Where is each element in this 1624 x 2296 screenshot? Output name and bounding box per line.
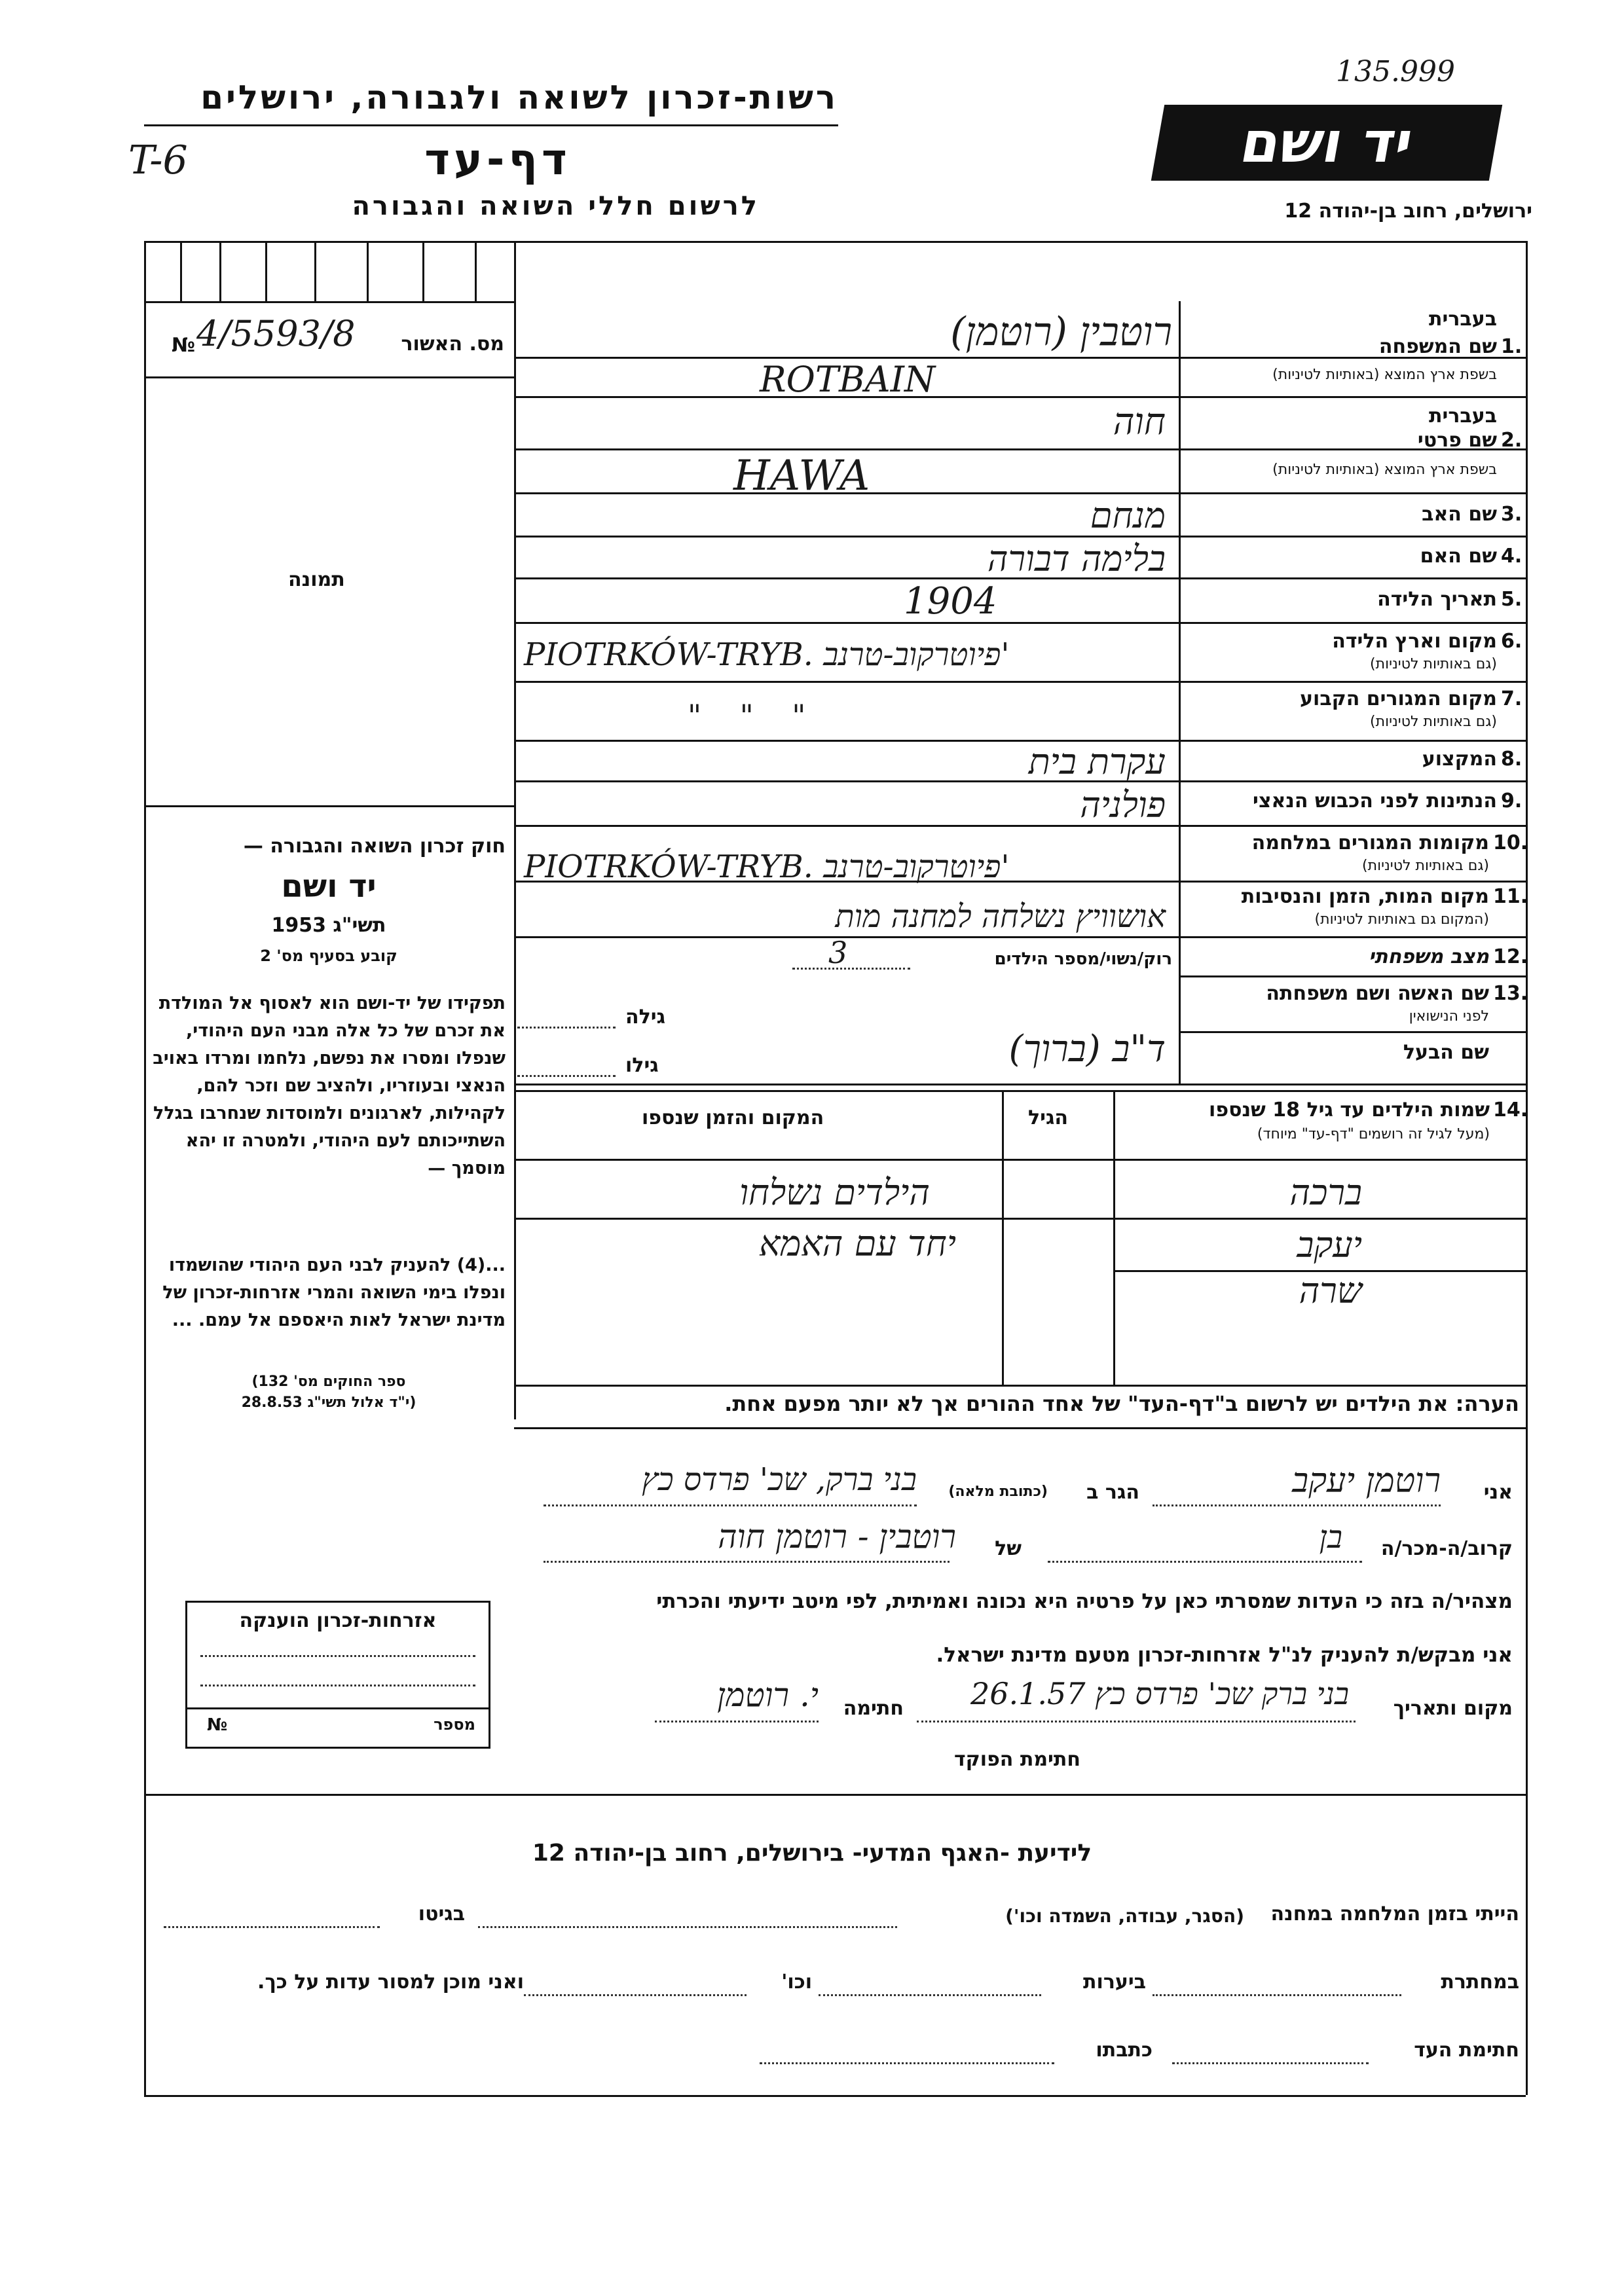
children-count-dots	[792, 968, 910, 970]
field-1-sublabel: בשפת ארץ המוצא (באותיות לטיניות)	[1272, 367, 1497, 383]
decl-resides-dots	[544, 1504, 917, 1506]
field-4-number: 4.	[1501, 545, 1522, 568]
field-4-value: בלימה דבורה	[987, 538, 1166, 579]
footer-line1-dots-a	[478, 1926, 897, 1928]
field-7-number: 7.	[1501, 687, 1522, 710]
age-female-label: גילה	[625, 1006, 665, 1029]
field-12-value: נשואה	[589, 949, 632, 968]
field-3-line	[514, 536, 1526, 538]
field-2-line-a	[514, 448, 1526, 450]
footer-line2-dots-b	[819, 1994, 1041, 1996]
field-9-value: פולניה	[1080, 784, 1166, 826]
citizenship-box	[185, 1601, 490, 1749]
age-header: הגיל	[1028, 1106, 1068, 1129]
field-11-line	[514, 936, 1526, 938]
frame-left	[144, 241, 146, 2095]
declaration-bottom-line	[144, 1794, 1526, 1796]
field-12-children-count: 3	[828, 935, 848, 970]
frame-right	[1526, 241, 1528, 2095]
field-5-number: 5.	[1501, 588, 1522, 611]
field-1-latin-value: ROTBAIN	[760, 359, 936, 400]
law-source-date: י"ד אלול תשי"ג 28.8.53)	[241, 1394, 416, 1411]
field-5-label: תאריך הלידה	[1377, 588, 1497, 611]
field-2-number: 2.	[1501, 429, 1522, 452]
field-1-line-a	[514, 357, 1526, 359]
field-2-hebrew-value: חוה	[1113, 401, 1166, 443]
decl-place-date-value: בני ברק שכ' פרדס כץ 26.1.57	[970, 1676, 1349, 1711]
decl-of-label: של	[995, 1537, 1022, 1560]
child-row-3-name: שרה	[1299, 1270, 1362, 1311]
field-14-number: 14.	[1493, 1099, 1528, 1121]
decl-officer-label: חתימת הפוקד	[954, 1748, 1080, 1771]
law-source: (ספר החוקים מס' 132	[251, 1374, 406, 1390]
decl-signature-dots	[655, 1721, 819, 1722]
authority-name: רשות-זכרון לשואה ולגבורה, ירושלים	[200, 79, 838, 117]
form-title: דף-עד	[424, 134, 571, 185]
field-5-value: 1904	[904, 580, 997, 623]
children-table-top	[514, 1090, 1526, 1092]
footer-line2-b: ביערות	[1083, 1971, 1146, 1994]
decl-request: אני מבקש/ת להעניק לנ"ל אזרחות-זכרון מטעם מדינת ישראל.	[936, 1643, 1513, 1667]
decl-resides-value: בני ברק, שכ' פרדס כץ	[642, 1461, 917, 1498]
handwritten-code: T-6	[128, 137, 188, 183]
decl-relation-value: בן	[1319, 1519, 1342, 1556]
child-row-2-name: יעקב	[1297, 1224, 1362, 1266]
citizenship-dots-2	[200, 1685, 475, 1686]
box-divider-1	[180, 241, 182, 301]
field-10-sublabel: (גם באותיות לטיניות)	[1362, 858, 1489, 874]
institution-address: ירושלים, רחוב בן-יהודה 12	[1284, 200, 1532, 223]
decl-i-dots	[1153, 1504, 1441, 1506]
field-8-value: עקרת בית	[1028, 741, 1166, 782]
field-2-hebrew-tag: בעברית	[1429, 405, 1497, 428]
law-title: חוק זכרון השואה והגבורה —	[243, 835, 506, 858]
footer-line2-a: במחתרת	[1441, 1971, 1519, 1994]
field-5-line	[514, 622, 1526, 624]
left-column-separator	[514, 241, 516, 1419]
citizenship-no-symbol: №	[207, 1715, 228, 1735]
citizenship-number-line	[187, 1707, 489, 1709]
field-9-line	[514, 825, 1526, 827]
citizenship-dots-1	[200, 1655, 475, 1657]
handwritten-number: 135.999	[1336, 55, 1455, 88]
decl-statement: מצהיר/ה בזה כי העדות שמסרתי כאן על פרטיה היא נכונה ואמיתית, לפי מיטב ידיעתי והכרתי	[656, 1590, 1513, 1613]
footer-line2-dots-c	[524, 1994, 747, 1996]
footer-line2-d: ואני מוכן למסור עדות על כך.	[257, 1971, 524, 1994]
box-divider-2	[219, 241, 221, 301]
field-6-value: PIOTRKÓW-TRYB. פיוטרקוב-טרנב'	[524, 636, 1010, 673]
frame-top	[144, 241, 1526, 243]
citizenship-number-label: מספר	[434, 1715, 475, 1734]
field-1-hebrew-value: רוטבין (רוטמן)	[950, 309, 1172, 355]
decl-signature-label: חתימה	[843, 1697, 904, 1720]
decl-relation-label: קרוב/ה-מכר/ה	[1380, 1537, 1513, 1560]
child-row-1-name: ברכה	[1289, 1172, 1362, 1213]
field-6-line	[514, 681, 1526, 683]
field-6-number: 6.	[1501, 630, 1522, 653]
form-subtitle: לרשום חללי השואה והגבורה	[352, 191, 760, 221]
field-11-value: אושוויץ נשלחה למחנה מות	[835, 898, 1166, 935]
footer-line1-dots-b	[164, 1926, 380, 1928]
value-column-separator	[1179, 301, 1181, 1084]
field-11-label: מקום המות, הזמן והנסיבות	[1241, 885, 1489, 908]
field-13-line	[1179, 1031, 1526, 1033]
children-table-bottom	[514, 1385, 1526, 1387]
decl-i-label: אני	[1483, 1481, 1513, 1504]
field-1-line-b	[514, 396, 1526, 398]
footer-line1-a: הייתי בזמן המלחמה במחנה	[1270, 1903, 1519, 1925]
children-header-line	[514, 1159, 1526, 1161]
decl-i-value: רוטמן יעקב	[1292, 1461, 1441, 1501]
field-2-label: שם פרטי	[1417, 429, 1497, 452]
logo-text: יד ושם	[1235, 110, 1418, 175]
field-1-hebrew-tag: בעברית	[1429, 308, 1497, 331]
child-row-2-place: יחד עם האמא	[758, 1223, 956, 1264]
field-3-label: שם האב	[1422, 503, 1497, 526]
box-divider-4	[314, 241, 316, 301]
spouse-value: ד"ב (ברוך)	[1008, 1028, 1166, 1070]
footer-line1-c: בגיטו	[418, 1903, 465, 1925]
field-13-label: שם האשה ושם משפחתה	[1266, 982, 1489, 1005]
field-10-line	[514, 881, 1526, 883]
law-clause: קובע בסעיף מס' 2	[260, 947, 397, 965]
decl-of-value: רוטבין - רוטמן חוה	[718, 1518, 956, 1556]
child-row-1-place: הילדים נשלחו	[739, 1172, 930, 1213]
field-13-number: 13.	[1493, 982, 1528, 1005]
children-label: שמות הילדים עד גיל 18 שנספו	[1209, 1099, 1490, 1121]
field-7-value: " " "	[688, 698, 806, 733]
footer-heading: לידיעת -האגף המדעי- בירושלים, רחוב בן-יהודה 12	[532, 1840, 1092, 1867]
field-2-sublabel: בשפת ארץ המוצא (באותיות לטיניות)	[1272, 462, 1497, 478]
photo-label: תמונה	[288, 568, 345, 591]
authority-underline	[144, 124, 838, 126]
field-8-number: 8.	[1501, 748, 1522, 771]
footer-line3-dots-a	[1172, 2062, 1369, 2064]
decl-signature-value: י. רוטמן	[717, 1676, 819, 1714]
field-12-label: מצב משפחתי	[1369, 945, 1489, 968]
field-6-sublabel: (גם באותיות לטיניות)	[1370, 656, 1497, 672]
field-6-label: מקום וארץ הלידה	[1332, 630, 1497, 653]
registration-number: 4/5593/8	[196, 313, 356, 354]
children-col-age	[1002, 1090, 1004, 1385]
field-12-number: 12.	[1493, 945, 1528, 968]
field-10-label: מקומות המגורים במלחמה	[1251, 831, 1489, 854]
field-11-number: 11.	[1493, 885, 1528, 908]
footer-line3-a: חתימת העד	[1414, 2039, 1519, 2062]
spouse-label: שם הבעל	[1403, 1041, 1489, 1064]
law-text: תפקידו של יד-ושם הוא לאסוף אל המולדת את זכרם של כל אלה מבני העם היהודי, שנפלו ומסרו את נפשם, נלחמו ומרדו באויב הנאצי ובעוזריו, ולהציב שם וזכר להם, לקהילות, לארגונים ולמוסדות שנחרבו בגלל השתייכותם לעם היהודי, ולמטרה זו יהא מוסמך —	[153, 993, 506, 1178]
note-text: הערה: את הילדים יש לרשום ב"דף-העד" של אחד ההורים אך לא יותר מפעם אחת.	[724, 1391, 1519, 1416]
field-9-label: הנתינות לפני הכבוש הנאצי	[1253, 790, 1497, 812]
decl-resides-sub: (כתובת מלאה)	[948, 1484, 1048, 1500]
decl-relation-dots	[1048, 1561, 1362, 1563]
decl-resides-label: הגר ב	[1086, 1481, 1139, 1504]
box-divider-7	[475, 241, 477, 301]
field-7-sublabel: (גם באותיות לטיניות)	[1370, 714, 1497, 730]
yad-vashem-logo	[1151, 105, 1502, 181]
child-row-1-line	[514, 1218, 1526, 1220]
field-10-number: 10.	[1493, 831, 1528, 854]
registration-label: מס. האשור	[401, 333, 504, 355]
box-divider-3	[265, 241, 267, 301]
photo-bottom-line	[144, 805, 514, 807]
field-4-line	[514, 577, 1526, 579]
law-year: תשי"ג 1953	[271, 914, 386, 937]
note-line	[514, 1427, 1526, 1429]
footer-line2-c: וכו'	[781, 1971, 812, 1994]
law-text-2: ...(4) להעניק לבני העם היהודי שהושמדו ונפלו בימי השואה והמרי אזרחות-זכרון של מדינת ישראל לאות היאספם אל עמם. ...	[162, 1255, 506, 1330]
field-1-label: שם המשפחה	[1378, 335, 1497, 358]
field-2-line-b	[514, 492, 1526, 494]
field-2-latin-value: HAWA	[733, 452, 870, 500]
field-3-value: מנחם	[1090, 495, 1166, 536]
age-female-dots	[517, 1027, 616, 1029]
decl-of-dots	[544, 1561, 950, 1563]
field-11-sublabel: (המקום גם באותיות לטיניות)	[1314, 911, 1489, 928]
field-8-line	[514, 780, 1526, 782]
box-row-line	[144, 301, 514, 303]
field-8-label: המקצוע	[1422, 748, 1497, 771]
field-7-label: מקום המגורים הקבוע	[1300, 687, 1497, 710]
field-1-number: 1.	[1501, 335, 1522, 358]
law-name: יד ושם	[281, 868, 377, 905]
registration-line	[144, 376, 514, 378]
field-4-label: שם האם	[1420, 545, 1497, 568]
footer-line3-b: כתבתו	[1096, 2039, 1153, 2062]
age-male-label: גילו	[625, 1054, 659, 1077]
field-9-number: 9.	[1501, 790, 1522, 812]
decl-place-date-dots	[917, 1721, 1356, 1722]
registration-no-symbol: №	[172, 334, 196, 357]
fields-end-line	[514, 1084, 1526, 1085]
footer-line1-b: (הסגר, עבודה, השמדה וכו')	[1005, 1905, 1244, 1927]
field-12-extra-label: רוק/נשוי/מספר הילדים	[994, 949, 1172, 969]
field-12-line	[1179, 975, 1526, 977]
children-col-name	[1113, 1090, 1115, 1385]
citizenship-title: אזרחות-זכרון הוענקה	[239, 1609, 437, 1632]
age-male-dots	[517, 1075, 616, 1077]
footer-line2-dots-a	[1153, 1994, 1401, 1996]
decl-place-date-label: מקום ותאריך	[1393, 1697, 1513, 1720]
box-divider-6	[422, 241, 424, 301]
field-13-sublabel: לפני הנישואין	[1409, 1008, 1489, 1025]
field-10-value: PIOTRKÓW-TRYB. פיוטרקוב-טרנב'	[524, 848, 1010, 885]
place-header: המקום והזמן שנספו	[642, 1106, 824, 1129]
box-divider-5	[367, 241, 369, 301]
footer-line3-dots-b	[760, 2062, 1054, 2064]
frame-bottom	[144, 2095, 1526, 2097]
children-sublabel: (מעל לגיל זה רושמים "דף-עד" מיוחד)	[1257, 1126, 1490, 1142]
field-3-number: 3.	[1501, 503, 1522, 526]
